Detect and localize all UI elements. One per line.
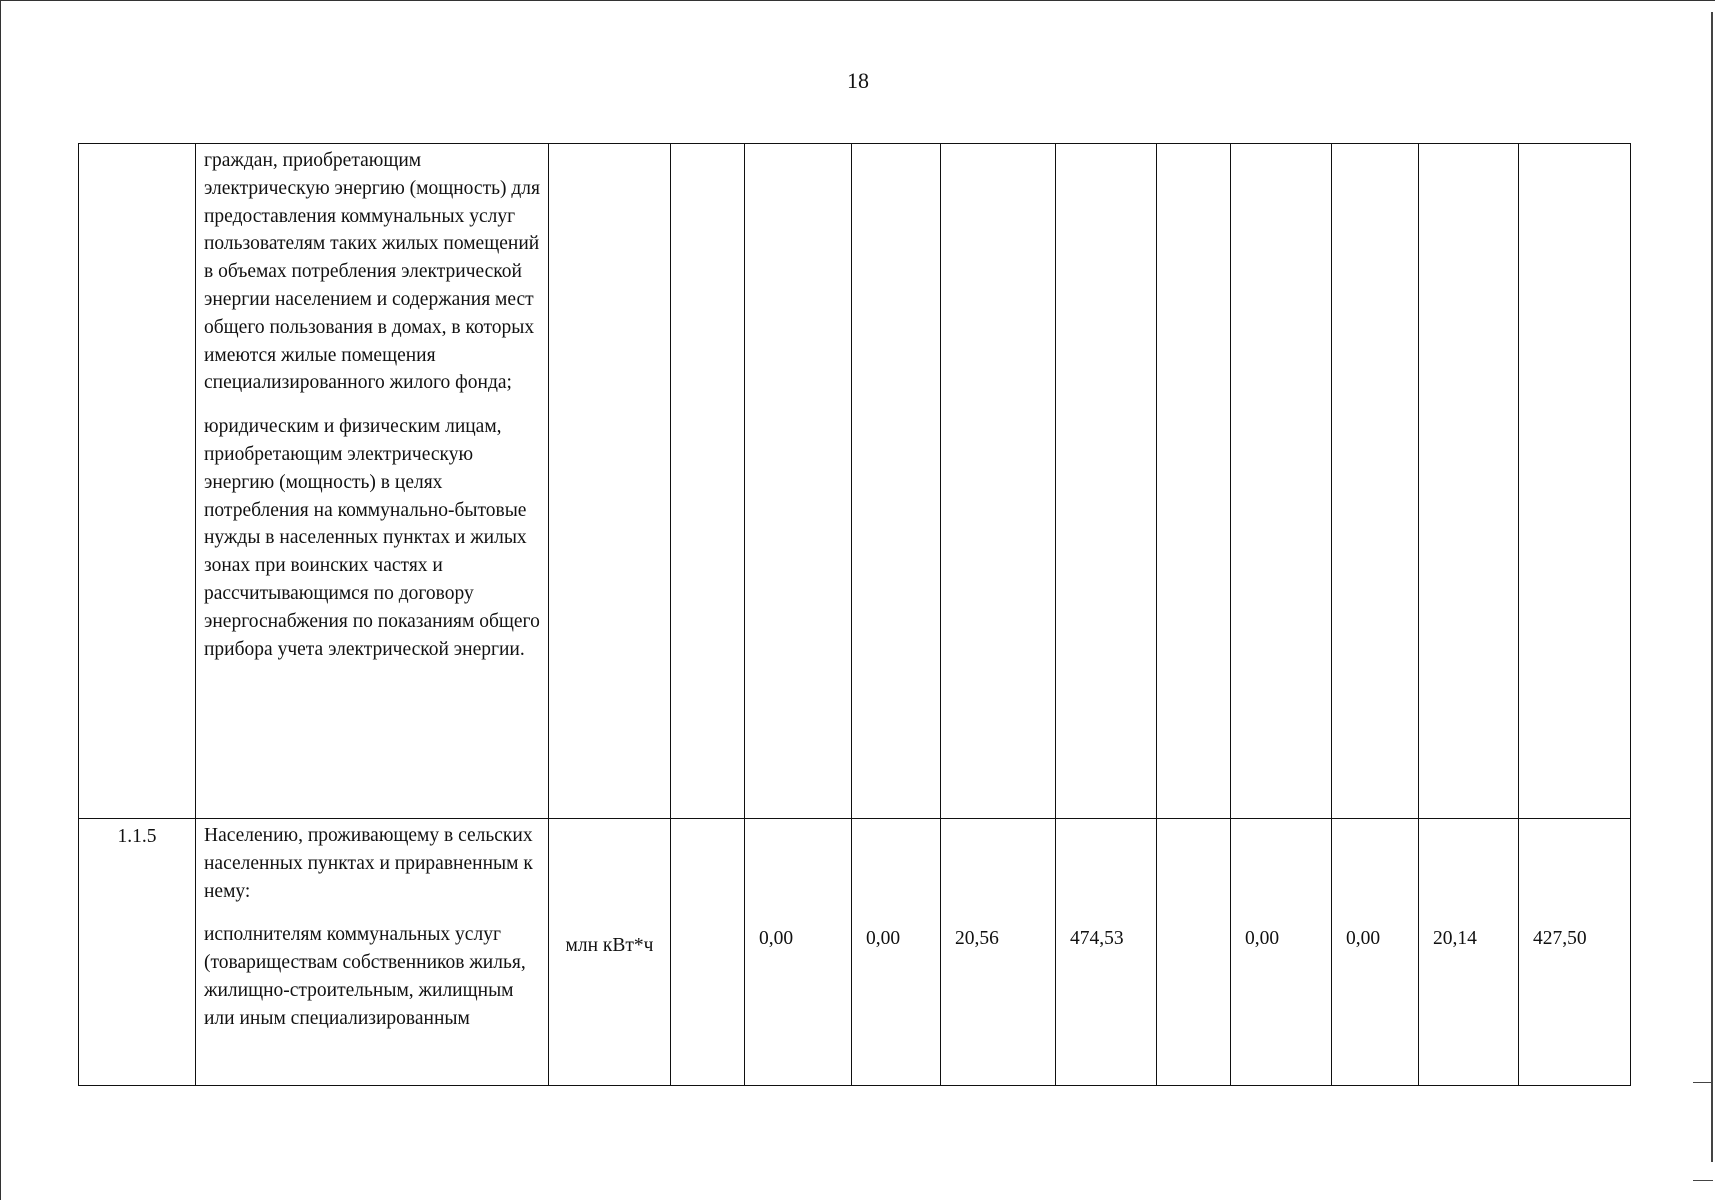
scan-border-left xyxy=(0,0,1,1200)
value-cell: 474,53 xyxy=(1056,819,1157,1086)
unit-cell xyxy=(549,144,671,819)
value-cell: 20,14 xyxy=(1419,819,1519,1086)
unit-cell: млн кВт*ч xyxy=(549,819,671,1086)
value-cell: 427,50 xyxy=(1519,819,1631,1086)
value-cell xyxy=(1231,144,1332,819)
value-cell: 20,56 xyxy=(941,819,1056,1086)
row-number-cell xyxy=(79,144,196,819)
value-cell: 0,00 xyxy=(745,819,852,1086)
value-cell: 0,00 xyxy=(852,819,941,1086)
scan-border-top xyxy=(0,0,1715,1)
value-cell xyxy=(941,144,1056,819)
table-row xyxy=(79,144,1631,819)
tariff-table xyxy=(78,143,1631,1086)
scan-mark xyxy=(1693,1082,1713,1083)
value-cell xyxy=(1332,144,1419,819)
row-number-cell: 1.1.5 xyxy=(79,819,196,1086)
value-cell: 0,00 xyxy=(1332,819,1419,1086)
description-cell xyxy=(196,144,549,819)
value-cell xyxy=(671,144,745,819)
scan-mark xyxy=(1693,1180,1713,1181)
value-cell xyxy=(671,819,745,1086)
value-cell xyxy=(1419,144,1519,819)
value-cell xyxy=(1157,144,1231,819)
value-cell xyxy=(852,144,941,819)
value-cell: 0,00 xyxy=(1231,819,1332,1086)
value-cell xyxy=(745,144,852,819)
scan-border-right xyxy=(1711,12,1713,1162)
value-cell xyxy=(1157,819,1231,1086)
value-cell xyxy=(1519,144,1631,819)
page-number: 18 xyxy=(847,68,869,93)
table-row xyxy=(79,819,1631,1086)
description-paragraph: Населению, проживающему в сельских населенных пунктах и приравненным к нему: xyxy=(204,825,533,902)
description-paragraph: граждан, приобретающим электрическую энергию (мощность) для предоставления коммунальных услуг пользователям таких жилых помещений в объемах потребления электрической энергии населением и содержания мест общего пользования в домах, в которых имеются жилые помещения специализированного жилого фонда; xyxy=(204,150,540,394)
value-cell xyxy=(1056,144,1157,819)
description-cell xyxy=(196,819,549,1086)
description-paragraph: юридическим и физическим лицам, приобретающим электрическую энергию (мощность) в целях потребления на коммунально-бытовые нужды в населенных пунктах и жилых зонах при воинских частях и рассчитывающимся по договору энергоснабжения по показаниям общего прибора учета электрической энергии. xyxy=(204,416,540,660)
description-paragraph: исполнителям коммунальных услуг (товариществам собственников жилья, жилищно-строительным, жилищным или иным специализированным xyxy=(204,924,526,1029)
